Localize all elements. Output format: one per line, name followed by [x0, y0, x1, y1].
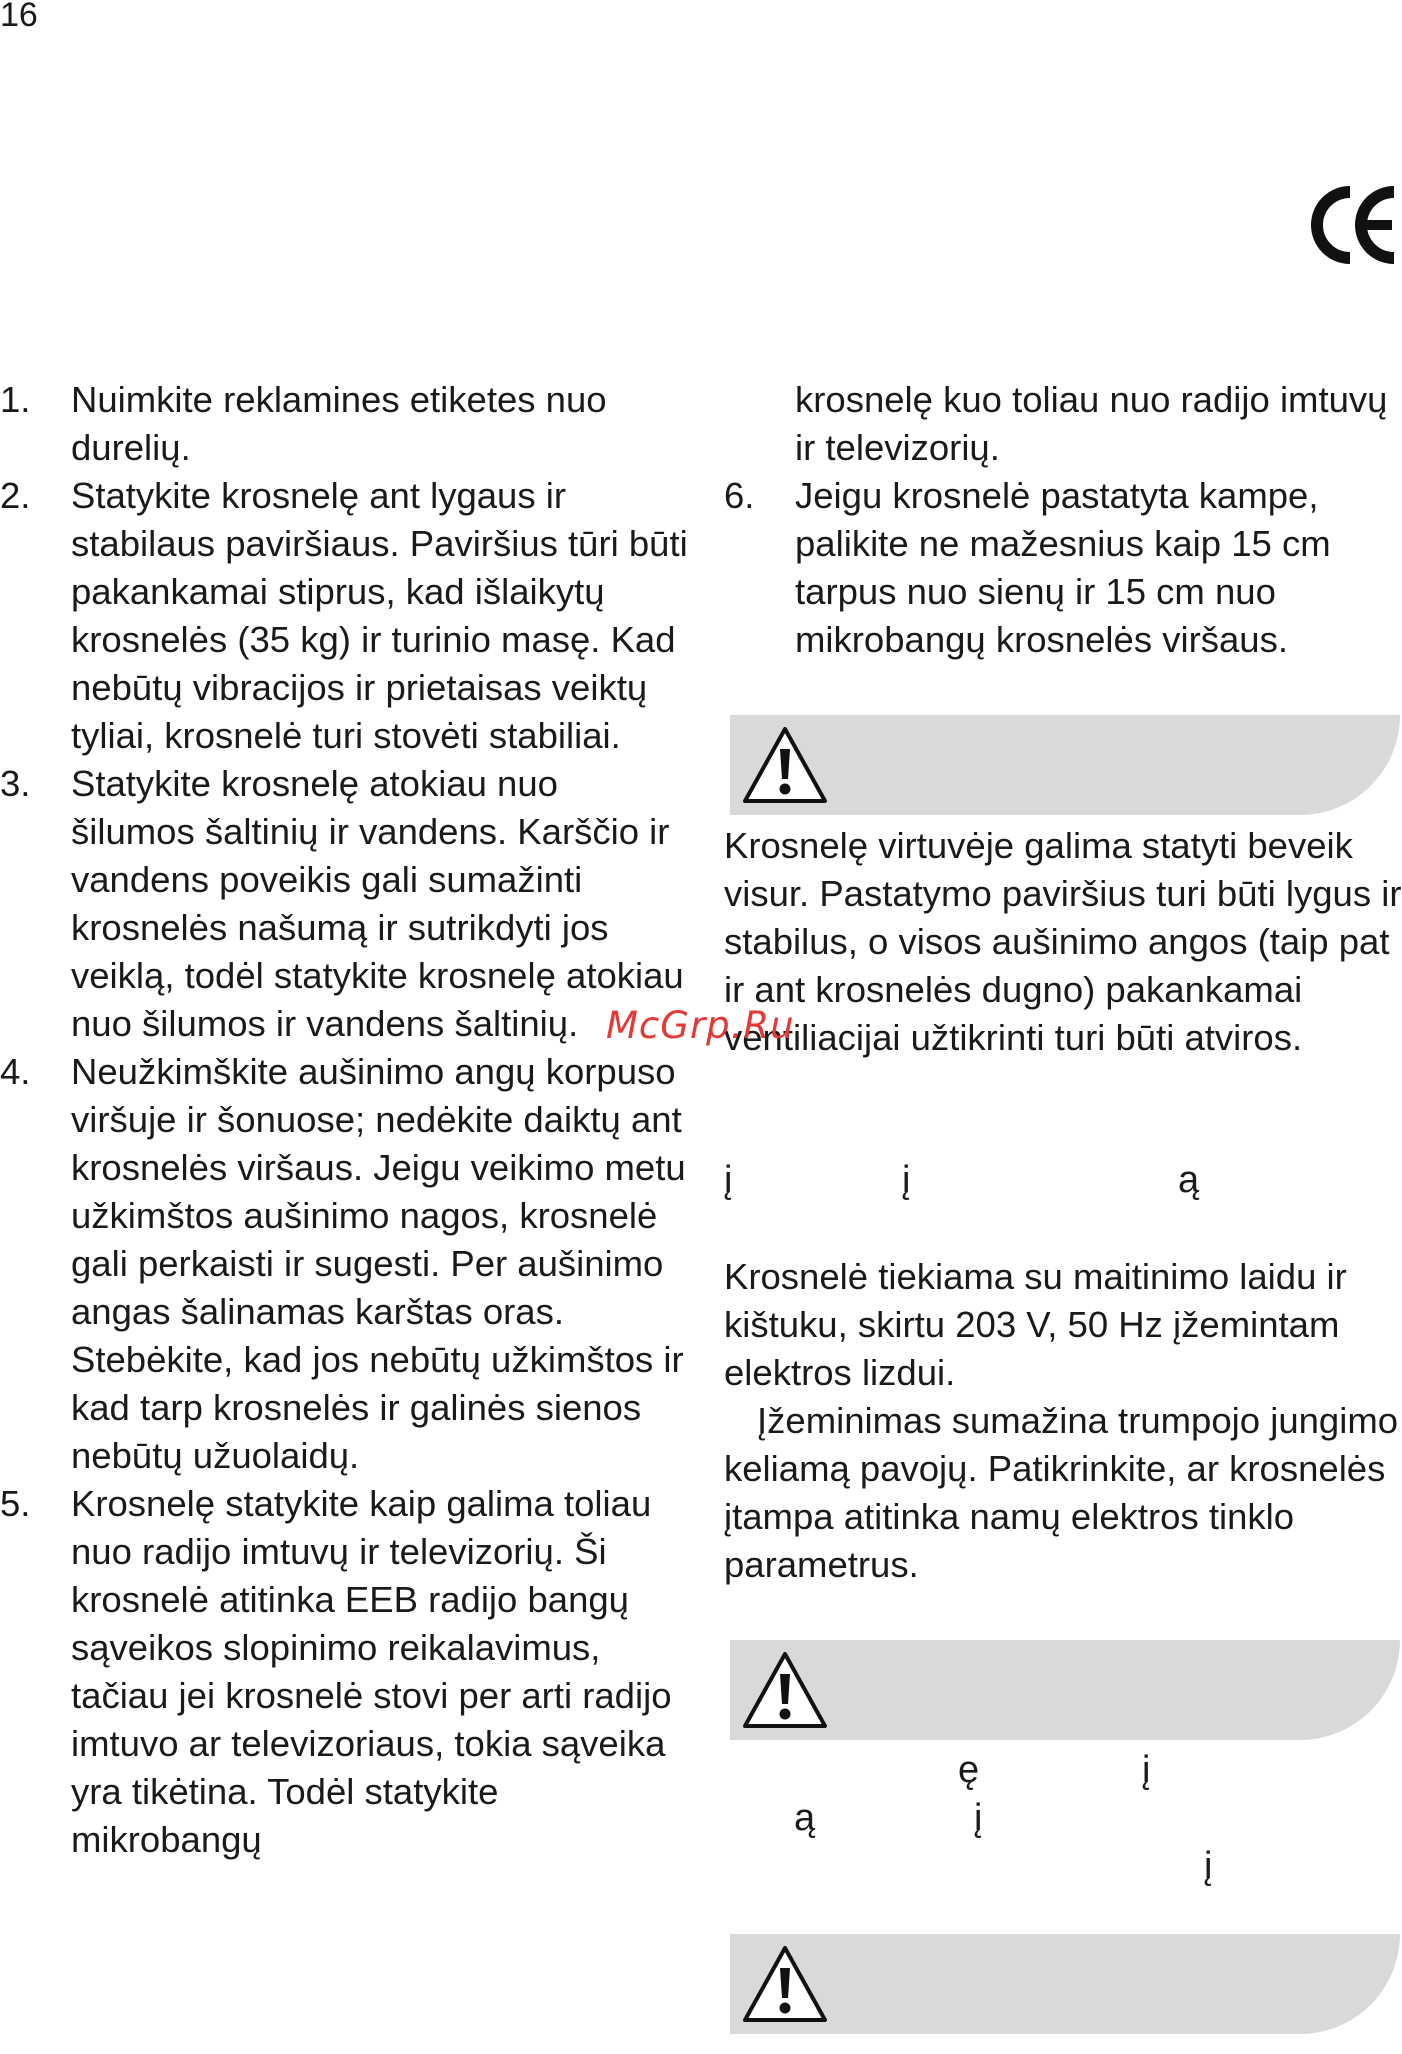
watermark: McGrp.Ru — [606, 1004, 795, 1047]
heading-fragment: ą — [1178, 1159, 1200, 1201]
page-number: 16 — [0, 0, 38, 34]
list-item — [0, 376, 690, 472]
list-number: 4. — [0, 1051, 31, 1092]
warning-banner — [730, 715, 1400, 815]
warning-fragment: į — [974, 1797, 983, 1839]
list-text: Statykite krosnelę ant lygaus ir stabilaus paviršiaus. Paviršius tūri būti pakankamai stiprus, kad išlaikytų krosnelės (35 kg) ir turinio masę. Kad nebūtų vibracijos ir prietaisas veiktų tyliai, krosnelė turi stovėti stabiliai. — [71, 475, 688, 756]
list-text: Statykite krosnelę atokiau nuo šilumos šaltinių ir vandens. Karščio ir vandens poveikis gali sumažinti krosnelės našumą ir sutrikdyti jos veiklą, todėl statykite krosnelę atokiau nuo šilumos ir vandens šaltinių. — [71, 763, 684, 1044]
grounding-paragraph: Įžeminimas sumažina trumpojo jungimo keliamą pavojų. Patikrinkite, ar krosnelės įtampa atitinka namų elektros tinklo parametrus. — [724, 1400, 1399, 1585]
list-number: 1. — [0, 379, 31, 420]
list-item — [0, 760, 690, 1048]
list-item — [0, 472, 690, 760]
list-number: 5. — [0, 1483, 31, 1524]
warning-triangle-icon — [740, 723, 830, 807]
instructions-left-column — [0, 376, 690, 1864]
warning-fragment: ę — [958, 1749, 980, 1791]
list-number: 2. — [0, 475, 31, 516]
ce-mark-logo — [1310, 186, 1400, 264]
list-item — [0, 1048, 690, 1480]
warning-fragment: į — [1142, 1749, 1151, 1791]
list-item — [724, 472, 1402, 664]
heading-fragment: į — [724, 1159, 733, 1201]
list-text: Krosnelę statykite kaip galima toliau nuo radijo imtuvų ir televizorių. Ši krosnelė atitinka EEB radijo bangų sąveikos slopinimo reikalavimus, tačiau jei krosnelė stovi per arti radijo imtuvo ar televizoriaus, tokia sąveika yra tikėtina. Todėl statykite mikrobangų — [71, 1483, 672, 1860]
list-number: 6. — [724, 475, 755, 516]
instructions-right-column — [724, 376, 1402, 664]
placement-paragraph: Krosnelę virtuvėje galima statyti beveik visur. Pastatymo paviršius turi būti lygus ir stabilus, o visos aušinimo angos (taip pat ir ant krosnelės dugno) pakankamai ventiliacijai užtikrinti turi būti atviros. — [724, 825, 1402, 1058]
list-text: Nuimkite reklamines etiketes nuo durelių. — [71, 379, 607, 468]
warning-banner — [730, 1934, 1400, 2034]
list-number: 3. — [0, 763, 31, 804]
list-text: Jeigu krosnelė pastatyta kampe, palikite ne mažesnius kaip 15 cm tarpus nuo sienų ir 15 cm nuo mikrobangų krosnelės viršaus. — [795, 475, 1331, 660]
heading-fragment: į — [902, 1159, 911, 1201]
list-text: Neužkimškite aušinimo angų korpuso viršuje ir šonuose; nedėkite daiktų ant krosnelės viršaus. Jeigu veikimo metu užkimštos aušinimo nagos, krosnelė gali perkaisti ir sugesti. Per aušinimo angas šalinamas karštas oras. Stebėkite, kad jos nebūtų užkimštos ir kad tarp krosnelės ir galinės sienos nebūtų užuolaidų. — [71, 1051, 686, 1476]
list-item-continuation: krosnelę kuo toliau nuo radijo imtuvų ir televizorių. — [795, 379, 1388, 468]
warning-fragment: ą — [794, 1797, 816, 1839]
list-item — [0, 1480, 690, 1864]
warning-triangle-icon — [740, 1648, 830, 1732]
warning-fragment: į — [1204, 1845, 1213, 1887]
warning-banner — [730, 1640, 1400, 1740]
warning-triangle-icon — [740, 1942, 830, 2026]
power-paragraph: Krosnelė tiekiama su maitinimo laidu ir kištuku, skirtu 203 V, 50 Hz įžemintam elektros lizdui. — [724, 1256, 1347, 1393]
